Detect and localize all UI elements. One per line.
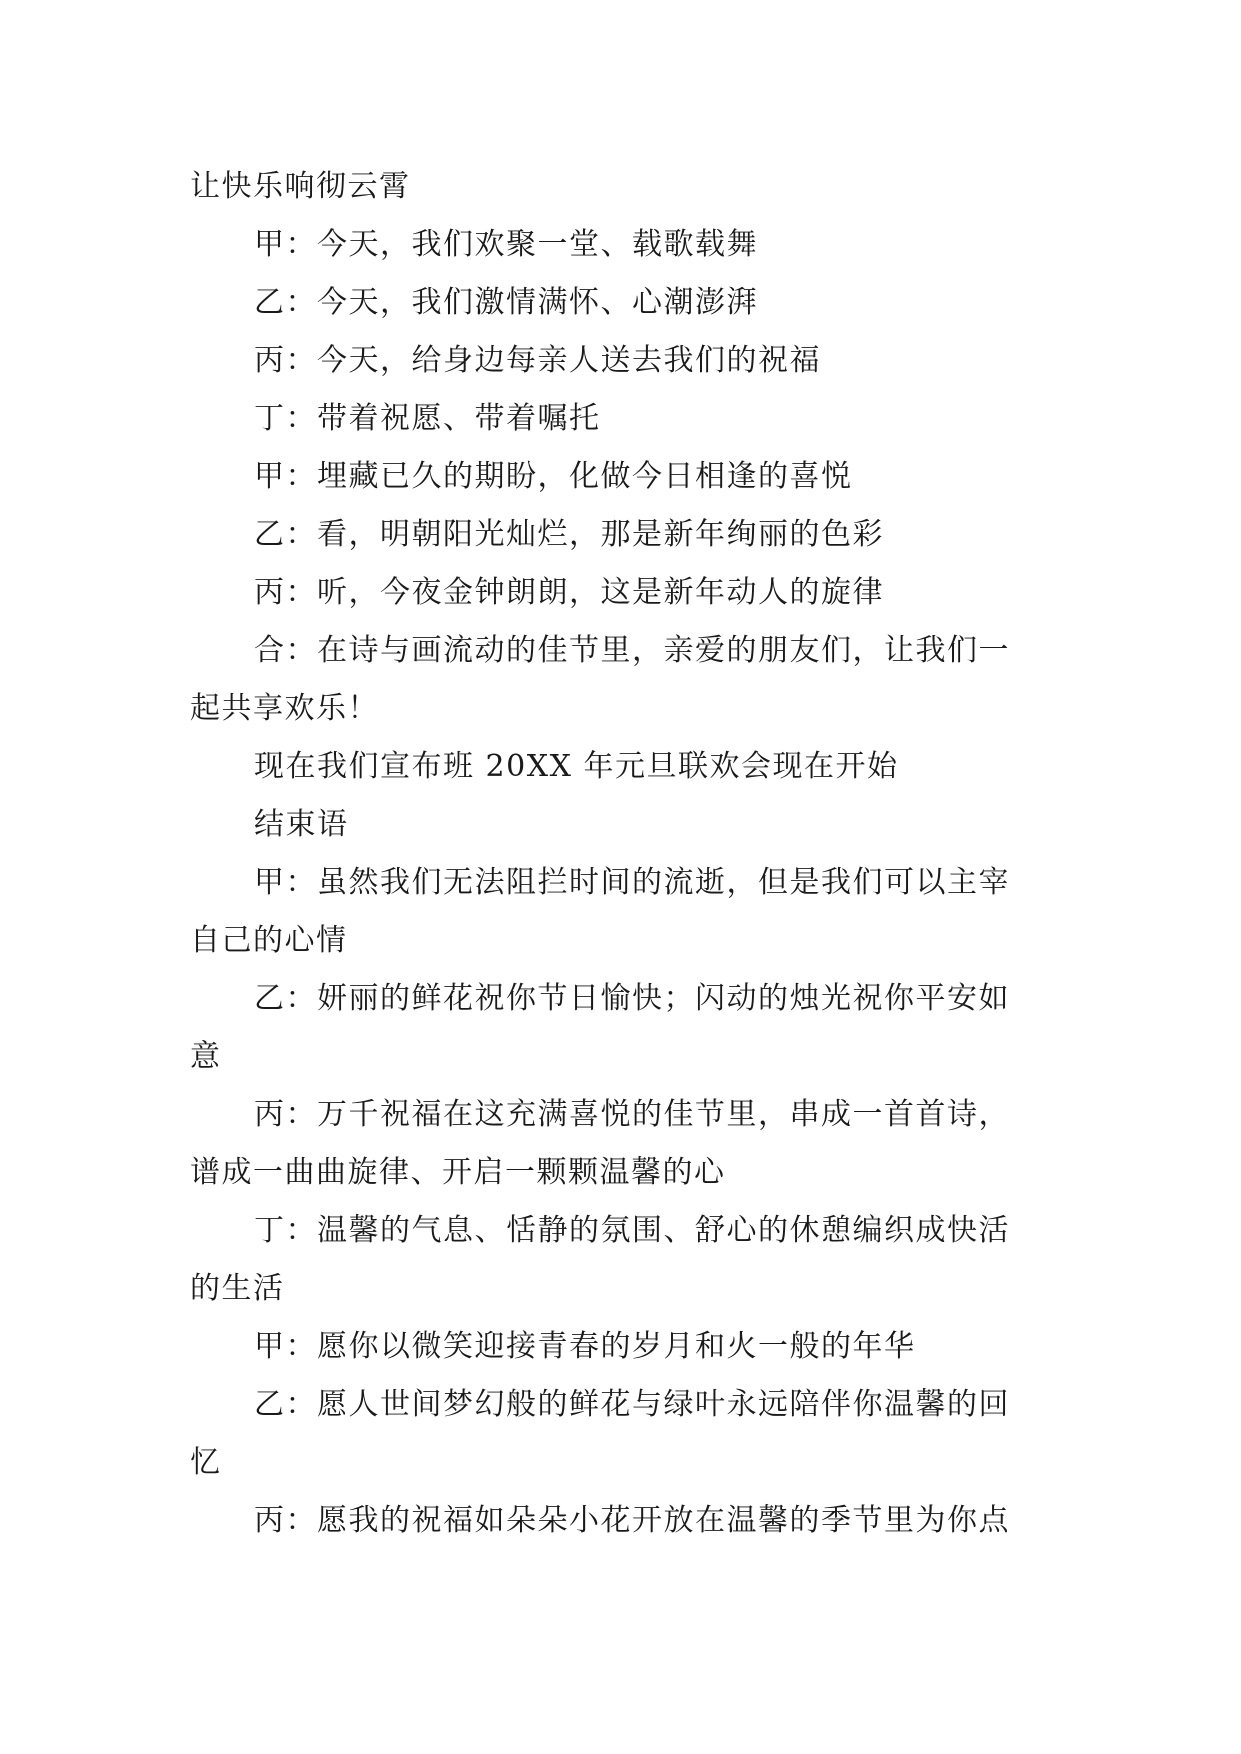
document-body bbox=[190, 158, 1050, 1550]
paragraph-line: 甲：虽然我们无法阻拦时间的流逝，但是我们可以主宰 bbox=[254, 865, 1010, 900]
paragraph-line: 合：在诗与画流动的佳节里，亲爱的朋友们，让我们一 bbox=[254, 633, 1010, 668]
paragraph-line: 意 bbox=[190, 1039, 222, 1074]
paragraph-line: 乙：今天，我们激情满怀、心潮澎湃 bbox=[254, 285, 758, 320]
paragraph-line: 的生活 bbox=[190, 1271, 285, 1306]
paragraph-line: 乙：妍丽的鲜花祝你节日愉快；闪动的烛光祝你平安如 bbox=[254, 981, 1010, 1016]
paragraph-line: 起共享欢乐！ bbox=[190, 691, 379, 726]
paragraph-line: 丙：今天，给身边每亲人送去我们的祝福 bbox=[254, 343, 821, 378]
paragraph-line: 现在我们宣布班 20XX 年元旦联欢会现在开始 bbox=[254, 749, 899, 784]
paragraph-line: 甲：今天，我们欢聚一堂、载歌载舞 bbox=[254, 227, 758, 262]
paragraph-line: 忆 bbox=[190, 1445, 222, 1480]
paragraph-line: 甲：埋藏已久的期盼，化做今日相逢的喜悦 bbox=[254, 459, 853, 494]
paragraph-line: 谱成一曲曲旋律、开启一颗颗温馨的心 bbox=[190, 1155, 726, 1190]
paragraph-line: 丙：万千祝福在这充满喜悦的佳节里，串成一首首诗， bbox=[254, 1097, 1010, 1132]
paragraph-line: 让快乐响彻云霄 bbox=[190, 169, 411, 204]
paragraph-line: 乙：愿人世间梦幻般的鲜花与绿叶永远陪伴你温馨的回 bbox=[254, 1387, 1010, 1422]
paragraph-line: 丙：听，今夜金钟朗朗，这是新年动人的旋律 bbox=[254, 575, 884, 610]
paragraph-line: 乙：看，明朝阳光灿烂，那是新年绚丽的色彩 bbox=[254, 517, 884, 552]
paragraph-line: 丙：愿我的祝福如朵朵小花开放在温馨的季节里为你点 bbox=[254, 1503, 1010, 1538]
paragraph-line: 丁：温馨的气息、恬静的氛围、舒心的休憩编织成快活 bbox=[254, 1213, 1010, 1248]
paragraph-line: 自己的心情 bbox=[190, 923, 348, 958]
section-heading: 结束语 bbox=[254, 807, 349, 842]
paragraph-line: 甲：愿你以微笑迎接青春的岁月和火一般的年华 bbox=[254, 1329, 916, 1364]
paragraph-line: 丁：带着祝愿、带着嘱托 bbox=[254, 401, 601, 436]
